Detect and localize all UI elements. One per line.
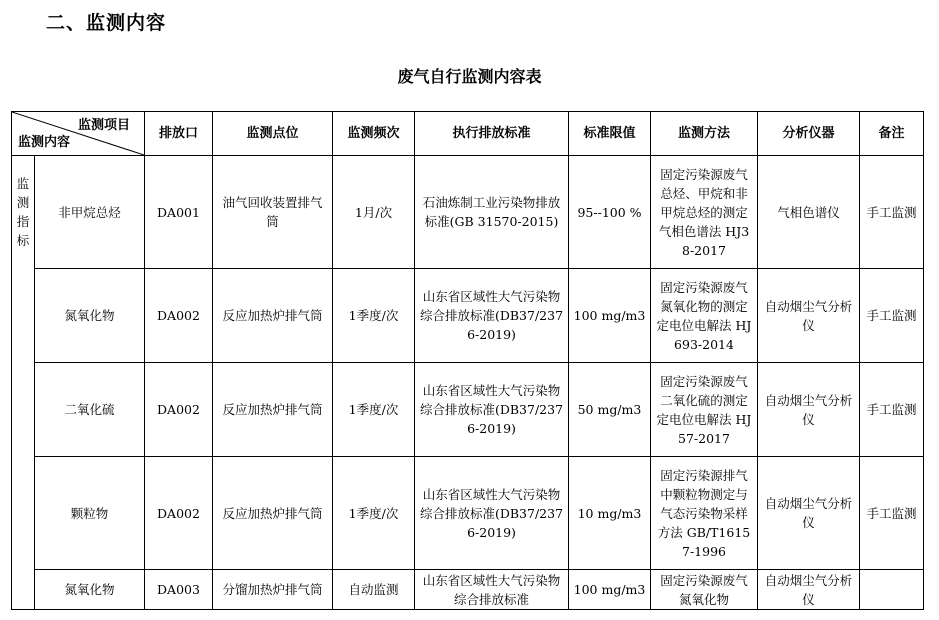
- header-limit: 标准限值: [569, 112, 651, 156]
- cell-standard: 山东省区域性大气污染物综合排放标准(DB37/2376-2019): [415, 269, 569, 363]
- cell-method: 固定污染源废气 二氧化硫的测定 定电位电解法 HJ 57-2017: [651, 363, 758, 457]
- cell-outlet: DA002: [145, 269, 213, 363]
- header-remark: 备注: [860, 112, 924, 156]
- monitoring-table: [11, 111, 924, 610]
- table-row: [12, 156, 924, 269]
- header-outlet: 排放口: [145, 112, 213, 156]
- cell-remark: 手工监测: [860, 363, 924, 457]
- cell-remark: 手工监测: [860, 457, 924, 570]
- cell-outlet: DA003: [145, 570, 213, 610]
- cell-point: 反应加热炉排气筒: [213, 457, 333, 570]
- group-label-cell: [12, 156, 35, 610]
- cell-limit: 50 mg/m3: [569, 363, 651, 457]
- cell-limit: 100 mg/m3: [569, 570, 651, 610]
- table-row: [12, 570, 924, 610]
- cell-item: 氮氧化物: [35, 570, 145, 610]
- cell-limit: 100 mg/m3: [569, 269, 651, 363]
- cell-frequency: 1季度/次: [333, 363, 415, 457]
- cell-instrument: 自动烟尘气分析仪: [758, 457, 860, 570]
- cell-instrument: 自动烟尘气分析仪: [758, 570, 860, 610]
- corner-header-cell: [12, 112, 145, 156]
- cell-standard: 山东省区域性大气污染物综合排放标准: [415, 570, 569, 610]
- cell-point: 反应加热炉排气筒: [213, 363, 333, 457]
- cell-item: 氮氧化物: [35, 269, 145, 363]
- cell-standard: 山东省区域性大气污染物综合排放标准(DB37/2376-2019): [415, 457, 569, 570]
- cell-point: 分馏加热炉排气筒: [213, 570, 333, 610]
- cell-method: 固定污染源废气 氮氧化物: [651, 570, 758, 610]
- corner-header-bottom: 监测内容: [18, 135, 71, 150]
- group-label-char: 测: [16, 195, 30, 210]
- cell-outlet: DA002: [145, 457, 213, 570]
- cell-remark: [860, 570, 924, 610]
- cell-method: 固定污染源废气 氮氧化物的测定 定电位电解法 HJ 693-2014: [651, 269, 758, 363]
- cell-point: 油气回收装置排气筒: [213, 156, 333, 269]
- group-label-char: 标: [16, 233, 30, 248]
- header-standard: 执行排放标准: [415, 112, 569, 156]
- cell-outlet: DA001: [145, 156, 213, 269]
- header-method: 监测方法: [651, 112, 758, 156]
- cell-instrument: 气相色谱仪: [758, 156, 860, 269]
- table-row: [12, 363, 924, 457]
- cell-instrument: 自动烟尘气分析仪: [758, 269, 860, 363]
- cell-item: 二氧化硫: [35, 363, 145, 457]
- header-frequency: 监测频次: [333, 112, 415, 156]
- cell-point: 反应加热炉排气筒: [213, 269, 333, 363]
- cell-remark: 手工监测: [860, 269, 924, 363]
- cell-standard: 山东省区域性大气污染物综合排放标准(DB37/2376-2019): [415, 363, 569, 457]
- cell-frequency: 1月/次: [333, 156, 415, 269]
- cell-limit: 95--100 %: [569, 156, 651, 269]
- table-row: [12, 457, 924, 570]
- group-label-char: 指: [16, 214, 30, 229]
- section-title: 二、监测内容: [46, 12, 167, 34]
- cell-instrument: 自动烟尘气分析仪: [758, 363, 860, 457]
- header-instrument: 分析仪器: [758, 112, 860, 156]
- cell-outlet: DA002: [145, 363, 213, 457]
- cell-limit: 10 mg/m3: [569, 457, 651, 570]
- group-label-char: 监: [16, 176, 30, 191]
- cell-frequency: 1季度/次: [333, 457, 415, 570]
- cell-remark: 手工监测: [860, 156, 924, 269]
- cell-method: 固定污染源排气中颗粒物测定与气态污染物采样方法 GB/T16157-1996: [651, 457, 758, 570]
- table-row: [12, 269, 924, 363]
- cell-item: 非甲烷总烃: [35, 156, 145, 269]
- cell-method: 固定污染源废气 总烃、甲烷和非甲烷总烃的测定 气相色谱法 HJ38-2017: [651, 156, 758, 269]
- table-header-row: [12, 112, 924, 156]
- cell-item: 颗粒物: [35, 457, 145, 570]
- cell-frequency: 1季度/次: [333, 269, 415, 363]
- header-point: 监测点位: [213, 112, 333, 156]
- corner-header-top: 监测项目: [77, 118, 130, 133]
- cell-standard: 石油炼制工业污染物排放标准(GB 31570-2015): [415, 156, 569, 269]
- table-title: 废气自行监测内容表: [397, 67, 542, 86]
- cell-frequency: 自动监测: [333, 570, 415, 610]
